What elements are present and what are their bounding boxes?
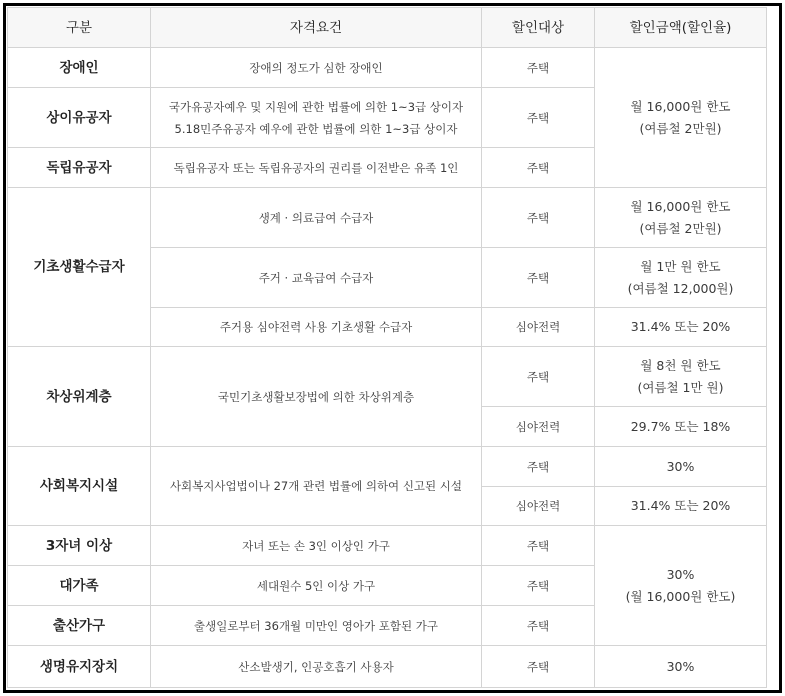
category-cell: 대가족 bbox=[8, 566, 151, 606]
category-cell: 생명유지장치 bbox=[8, 646, 151, 688]
table-row bbox=[8, 447, 767, 487]
requirement-cell: 독립유공자 또는 독립유공자의 권리를 이전받은 유족 1인 bbox=[151, 148, 482, 188]
amount-line: (여름철 12,000원) bbox=[627, 280, 734, 296]
target-cell: 주택 bbox=[482, 646, 595, 688]
amount-line: 월 16,000원 한도 bbox=[630, 198, 731, 214]
target-cell: 심야전력 bbox=[482, 407, 595, 447]
category-cell: 3자녀 이상 bbox=[8, 526, 151, 566]
amount-cell: 31.4% 또는 20% bbox=[595, 308, 767, 347]
amount-cell bbox=[595, 347, 767, 407]
requirement-line: 국가유공자예우 및 지원에 관한 법률에 의한 1~3급 상이자 bbox=[168, 99, 464, 114]
category-cell: 사회복지시설 bbox=[8, 447, 151, 526]
table-row bbox=[8, 347, 767, 407]
requirement-cell: 주거 · 교육급여 수급자 bbox=[151, 248, 482, 308]
amount-cell bbox=[595, 248, 767, 308]
target-cell: 주택 bbox=[482, 606, 595, 646]
table-row bbox=[8, 48, 767, 88]
requirement-cell: 세대원수 5인 이상 가구 bbox=[151, 566, 482, 606]
amount-line: 월 1만 원 한도 bbox=[640, 258, 721, 274]
header-target: 할인대상 bbox=[482, 8, 595, 48]
requirement-line: 5.18민주유공자 예우에 관한 법률에 의한 1~3급 상이자 bbox=[174, 121, 458, 136]
amount-cell bbox=[595, 188, 767, 248]
header-requirement: 자격요건 bbox=[151, 8, 482, 48]
target-cell: 주택 bbox=[482, 188, 595, 248]
category-cell: 기초생활수급자 bbox=[8, 188, 151, 347]
header-row bbox=[8, 8, 767, 48]
target-cell: 주택 bbox=[482, 566, 595, 606]
category-cell: 장애인 bbox=[8, 48, 151, 88]
discount-table bbox=[7, 7, 767, 688]
table-row bbox=[8, 646, 767, 688]
amount-line: (여름철 2만원) bbox=[639, 120, 722, 136]
amount-cell: 30% bbox=[595, 447, 767, 487]
amount-line: 월 8천 원 한도 bbox=[640, 357, 721, 373]
requirement-cell: 산소발생기, 인공호흡기 사용자 bbox=[151, 646, 482, 688]
target-cell: 주택 bbox=[482, 148, 595, 188]
target-cell: 주택 bbox=[482, 88, 595, 148]
amount-cell: 29.7% 또는 18% bbox=[595, 407, 767, 447]
target-cell: 주택 bbox=[482, 248, 595, 308]
header-amount: 할인금액(할인율) bbox=[595, 8, 767, 48]
category-cell: 상이유공자 bbox=[8, 88, 151, 148]
amount-cell: 30% bbox=[595, 646, 767, 688]
target-cell: 심야전력 bbox=[482, 308, 595, 347]
category-cell: 차상위계층 bbox=[8, 347, 151, 447]
table-row bbox=[8, 188, 767, 248]
amount-cell: 31.4% 또는 20% bbox=[595, 487, 767, 526]
target-cell: 주택 bbox=[482, 526, 595, 566]
amount-cell bbox=[595, 48, 767, 188]
category-cell: 독립유공자 bbox=[8, 148, 151, 188]
amount-line: (월 16,000원 한도) bbox=[625, 588, 736, 604]
target-cell: 심야전력 bbox=[482, 487, 595, 526]
target-cell: 주택 bbox=[482, 48, 595, 88]
amount-line: (여름철 2만원) bbox=[639, 220, 722, 236]
target-cell: 주택 bbox=[482, 347, 595, 407]
amount-line: (여름철 1만 원) bbox=[637, 379, 724, 395]
amount-line: 30% bbox=[666, 566, 695, 582]
requirement-cell bbox=[151, 88, 482, 148]
header-category: 구분 bbox=[8, 8, 151, 48]
requirement-cell: 생계 · 의료급여 수급자 bbox=[151, 188, 482, 248]
category-cell: 출산가구 bbox=[8, 606, 151, 646]
target-cell: 주택 bbox=[482, 447, 595, 487]
amount-line: 월 16,000원 한도 bbox=[630, 98, 731, 114]
amount-cell bbox=[595, 526, 767, 646]
table-row bbox=[8, 526, 767, 566]
requirement-cell: 사회복지사업법이나 27개 관련 법률에 의하여 신고된 시설 bbox=[151, 447, 482, 526]
requirement-cell: 출생일로부터 36개월 미만인 영아가 포함된 가구 bbox=[151, 606, 482, 646]
requirement-cell: 자녀 또는 손 3인 이상인 가구 bbox=[151, 526, 482, 566]
requirement-cell: 주거용 심야전력 사용 기초생활 수급자 bbox=[151, 308, 482, 347]
requirement-cell: 국민기초생활보장법에 의한 차상위계층 bbox=[151, 347, 482, 447]
requirement-cell: 장애의 정도가 심한 장애인 bbox=[151, 48, 482, 88]
